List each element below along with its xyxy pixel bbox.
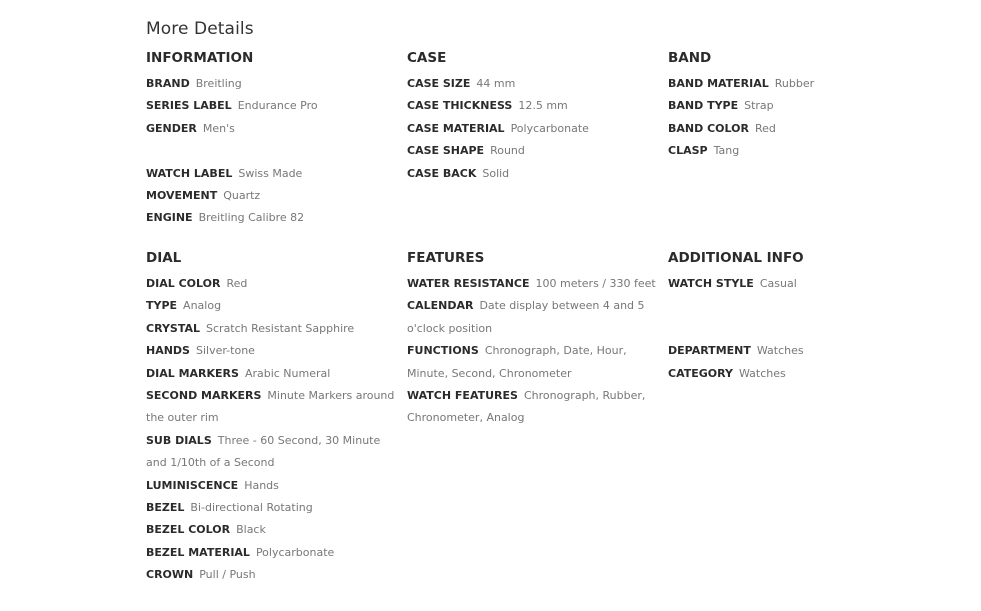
section-heading: ADDITIONAL INFO xyxy=(668,250,804,266)
detail-value: 44 mm xyxy=(476,77,516,90)
detail-row-department xyxy=(668,340,920,362)
detail-value: Strap xyxy=(744,99,774,113)
section-additional-info xyxy=(668,247,920,385)
detail-row-second-markers xyxy=(146,385,400,430)
detail-value: Bi-directional Rotating xyxy=(190,501,313,515)
detail-row-band-type xyxy=(668,95,920,117)
detail-row-gender xyxy=(146,118,398,140)
detail-value: Endurance Pro xyxy=(237,99,318,113)
detail-value: Round xyxy=(490,144,525,158)
page-title: More Details xyxy=(146,19,254,39)
detail-value: Polycarbonate xyxy=(255,545,335,559)
detail-row-case-back xyxy=(407,163,659,185)
detail-key: BAND COLOR xyxy=(668,121,749,135)
detail-row-watch-style xyxy=(668,273,920,295)
detail-value: Casual xyxy=(759,277,797,290)
detail-key: CASE SIZE xyxy=(407,77,471,90)
detail-row-functions xyxy=(407,340,657,385)
detail-row-watch-features xyxy=(407,385,657,430)
detail-key: BEZEL xyxy=(146,501,185,515)
section-heading: CASE xyxy=(407,50,447,66)
section-heading: DIAL xyxy=(146,250,182,266)
detail-key: ENGINE xyxy=(146,211,193,225)
detail-row-water-resistance xyxy=(407,273,657,295)
detail-value: Arabic Numeral xyxy=(244,366,331,380)
detail-row-bezel xyxy=(146,497,400,519)
detail-row-brand xyxy=(146,73,398,95)
detail-row-case-shape xyxy=(407,140,659,162)
detail-key: BRAND xyxy=(146,77,190,90)
detail-key: CATEGORY xyxy=(668,366,733,380)
detail-key: WATCH FEATURES xyxy=(407,389,518,403)
detail-value: Red xyxy=(754,121,776,135)
section-heading: BAND xyxy=(668,50,712,66)
detail-row-series-label xyxy=(146,95,398,117)
detail-value: Scratch Resistant Sapphire xyxy=(206,321,355,335)
detail-key: WATCH LABEL xyxy=(146,166,233,180)
detail-row-band-material xyxy=(668,73,920,95)
detail-value: Three - 60 Second, 30 Minute and 1/10th of a Second xyxy=(146,433,381,470)
detail-key: FUNCTIONS xyxy=(407,344,479,358)
detail-value: Breitling Calibre 82 xyxy=(198,211,305,225)
row-spacer xyxy=(146,140,398,162)
section-case xyxy=(407,47,659,185)
detail-row-dial-color xyxy=(146,273,400,295)
detail-key: WATCH STYLE xyxy=(668,277,754,290)
detail-key: CASE MATERIAL xyxy=(407,121,505,135)
detail-value: Silver-tone xyxy=(195,344,255,358)
detail-value: Men's xyxy=(202,121,235,135)
detail-value: Watches xyxy=(756,344,804,358)
detail-row-bezel-color xyxy=(146,519,400,541)
section-dial xyxy=(146,247,400,587)
detail-row-case-size xyxy=(407,73,659,95)
detail-key: BEZEL COLOR xyxy=(146,523,231,537)
section-heading: FEATURES xyxy=(407,250,485,266)
detail-key: BEZEL MATERIAL xyxy=(146,545,250,559)
detail-value: 100 meters / 330 feet xyxy=(535,277,656,290)
detail-row-category xyxy=(668,363,920,385)
detail-key: DIAL MARKERS xyxy=(146,366,239,380)
detail-key: TYPE xyxy=(146,299,178,313)
detail-value: Swiss Made xyxy=(238,166,303,180)
detail-key: WATER RESISTANCE xyxy=(407,277,530,290)
detail-row-sub-dials xyxy=(146,430,400,475)
detail-row-luminiscence xyxy=(146,475,400,497)
detail-row-hands xyxy=(146,340,400,362)
detail-value: 12.5 mm xyxy=(518,99,568,113)
detail-value: Chronograph, Date, Hour, Minute, Second, Chronometer xyxy=(407,344,627,380)
detail-key: SUB DIALS xyxy=(146,433,212,447)
detail-row-crown xyxy=(146,564,400,586)
detail-row-case-material xyxy=(407,118,659,140)
detail-row-band-color xyxy=(668,118,920,140)
section-information xyxy=(146,47,398,230)
detail-value: Rubber xyxy=(774,77,815,90)
detail-key: HANDS xyxy=(146,344,190,358)
detail-value: Breitling xyxy=(195,77,242,90)
detail-key: SERIES LABEL xyxy=(146,99,232,113)
detail-key: CASE THICKNESS xyxy=(407,99,513,113)
detail-key: LUMINISCENCE xyxy=(146,478,239,492)
detail-row-watch-label xyxy=(146,163,398,185)
detail-value: Watches xyxy=(738,366,786,380)
detail-value: Chronograph, Rubber, Chronometer, Analog xyxy=(407,389,646,425)
detail-value: Tang xyxy=(713,144,740,158)
detail-key: CALENDAR xyxy=(407,299,474,313)
detail-key: CASE SHAPE xyxy=(407,144,485,158)
detail-value: Analog xyxy=(183,299,222,313)
detail-row-crystal xyxy=(146,318,400,340)
row-spacer xyxy=(668,295,920,317)
detail-value: Red xyxy=(226,277,248,290)
detail-row-bezel-material xyxy=(146,542,400,564)
detail-key: CASE BACK xyxy=(407,166,477,180)
section-features xyxy=(407,247,657,430)
detail-value: Black xyxy=(236,523,266,537)
detail-row-engine xyxy=(146,207,398,229)
detail-value: Quartz xyxy=(223,189,261,203)
detail-key: DIAL COLOR xyxy=(146,277,221,290)
detail-row-movement xyxy=(146,185,398,207)
detail-key: GENDER xyxy=(146,121,197,135)
detail-key: DEPARTMENT xyxy=(668,344,751,358)
detail-row-dial-markers xyxy=(146,363,400,385)
detail-key: CRYSTAL xyxy=(146,321,201,335)
row-spacer xyxy=(668,318,920,340)
detail-row-calendar xyxy=(407,295,657,340)
detail-value: Pull / Push xyxy=(199,568,256,582)
detail-value: Polycarbonate xyxy=(510,121,589,135)
detail-key: CLASP xyxy=(668,144,708,158)
detail-row-type xyxy=(146,295,400,317)
detail-key: BAND MATERIAL xyxy=(668,77,769,90)
detail-key: CROWN xyxy=(146,568,194,582)
detail-value: Hands xyxy=(244,478,279,492)
detail-value: Date display between 4 and 5 o'clock position xyxy=(407,299,645,335)
detail-key: BAND TYPE xyxy=(668,99,739,113)
section-band xyxy=(668,47,920,163)
detail-key: SECOND MARKERS xyxy=(146,389,262,403)
section-heading: INFORMATION xyxy=(146,50,254,66)
detail-row-clasp xyxy=(668,140,920,162)
detail-value: Minute Markers around the outer rim xyxy=(146,389,395,425)
detail-value: Solid xyxy=(482,166,510,180)
detail-key: MOVEMENT xyxy=(146,189,218,203)
detail-row-case-thickness xyxy=(407,95,659,117)
